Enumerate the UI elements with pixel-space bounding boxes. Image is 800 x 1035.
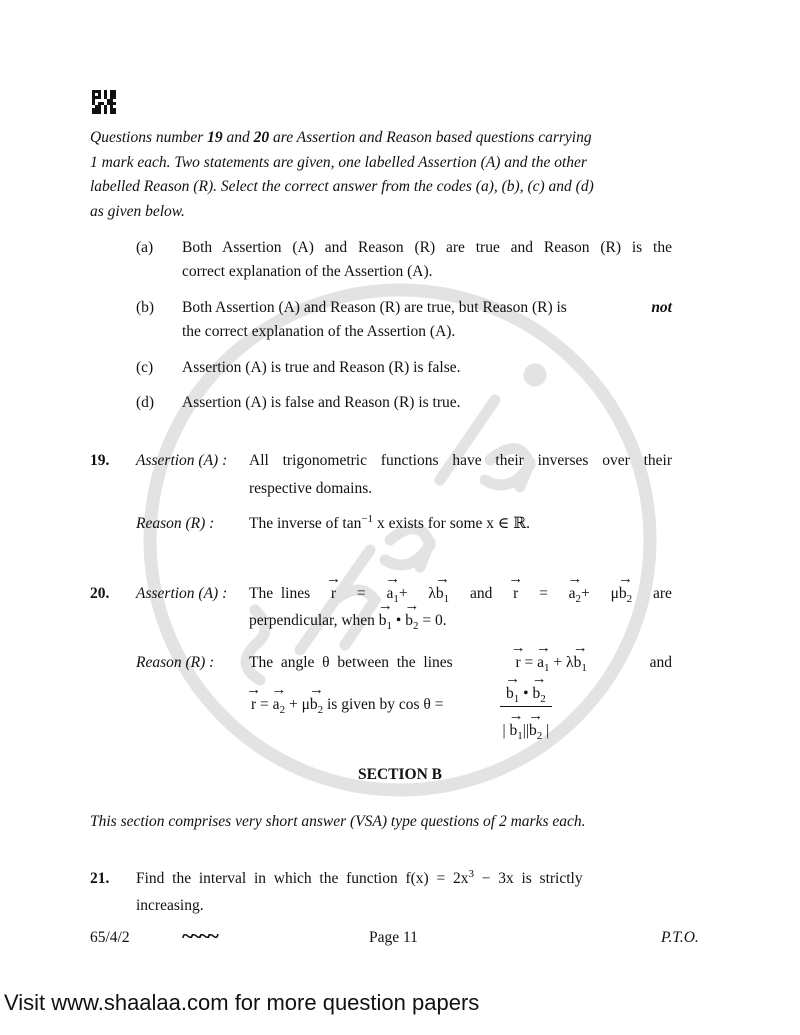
vector-r: → r [515, 653, 520, 673]
vector-r: → r [513, 584, 518, 604]
math-symbol: + [398, 585, 408, 602]
pto-label: P.T.O. [661, 929, 699, 946]
option-a-label: (a) [136, 239, 154, 256]
math-symbol: | [546, 722, 550, 739]
q20-reason-line-1 [249, 653, 672, 673]
math-symbol: = [524, 654, 534, 671]
text: The lines [249, 585, 311, 602]
vector-b-1: → $b_1$ [506, 684, 519, 704]
intro-text: and [222, 129, 254, 146]
math-symbol: | [522, 722, 526, 739]
question-21-number: 21. [90, 870, 110, 887]
math-symbol: | [502, 722, 506, 739]
text: are [652, 585, 672, 602]
q21-text [136, 869, 583, 889]
subscript: 1 [581, 662, 587, 674]
text: perpendicular, when [249, 612, 375, 629]
math-symbol: λ [428, 585, 436, 602]
section-b-title: SECTION B [358, 766, 442, 783]
math-symbol: + [288, 696, 298, 713]
q21-text-2: increasing. [136, 897, 204, 914]
intro-q20: 20 [253, 129, 270, 146]
q20-assertion-line-1 [249, 584, 672, 604]
vector-b-2: → $b_2$ [529, 721, 542, 741]
shaalaa-banner: Visit www.shaalaa.com for more question papers [4, 990, 480, 1015]
vector-b-2: → $b_2$ [619, 584, 632, 604]
math-symbol: = [356, 585, 366, 602]
option-b-line: Both Assertion (A) and Reason (R) are true, but Reason (R) is [182, 299, 567, 316]
math-symbol: = [539, 585, 548, 602]
vector-b-2: → $b_2$ [405, 611, 418, 631]
q19-assertion-label: Assertion (A) : [136, 452, 228, 469]
q19-reason-text [249, 514, 530, 534]
vector-a-2: → $a_2$ [273, 695, 285, 715]
math-symbol: + [581, 585, 590, 602]
reason-text: x exists for some x ∈ ℝ. [373, 515, 531, 532]
vector-a-1: → $a_1$ [537, 653, 549, 673]
q20-assertion-label: Assertion (A) : [136, 585, 228, 602]
subscript: 1 [443, 593, 450, 605]
vector-b-1: → $b_1$ [379, 611, 392, 631]
intro-line-4: as given below. [90, 203, 185, 220]
math-symbol: = [260, 696, 269, 713]
q19-assertion-text: All trigonometric functions have their inverses over their [249, 452, 672, 469]
paper-code: 65/4/2 [90, 929, 130, 946]
intro-q19: 19 [207, 129, 223, 146]
q20-assertion-line-2 [249, 611, 447, 631]
subscript: 2 [536, 730, 543, 742]
text: The angle θ between the lines [249, 654, 453, 671]
text: is given by cos θ = [327, 696, 444, 713]
option-a-text: Both Assertion (A) and Reason (R) are true and Reason (R) is the [182, 239, 672, 256]
q20-reason-line-2 [251, 695, 443, 715]
subscript: 1 [513, 693, 520, 705]
math-symbol: μ [301, 696, 310, 713]
math-symbol: λ [566, 654, 574, 671]
vector-b-2: → $b_2$ [532, 684, 545, 704]
text: and [649, 654, 672, 671]
superscript: −1 [361, 512, 374, 525]
option-c-label: (c) [136, 359, 154, 376]
intro-line-3: labelled Reason (R). Select the correct answer from the codes (a), (b), (c) and (d) [90, 178, 594, 195]
text: − 3x is strictly [473, 870, 583, 887]
fraction-denominator [503, 707, 550, 741]
math-symbol: • [395, 612, 402, 629]
text: = 0. [422, 612, 447, 629]
vector-b-1: → $b_1$ [436, 584, 449, 604]
intro-text: are Assertion and Reason based questions carrying [269, 129, 592, 146]
vector-r: → r [331, 584, 336, 604]
intro-line-1 [90, 128, 592, 148]
wave-ornament: ~~~~ [182, 923, 216, 948]
text: Find the interval in which the function f(x) = 2x [136, 870, 469, 887]
q20-reason-label: Reason (R) : [136, 654, 215, 671]
qr-module [113, 111, 116, 114]
vector-a-2: → $a_2$ [569, 584, 581, 604]
reason-text: The inverse of tan [249, 515, 362, 532]
vector-b-2: → $b_2$ [310, 695, 323, 715]
q19-assertion-text-2: respective domains. [249, 480, 373, 497]
qr-code-icon [92, 90, 116, 114]
vector-a-1: → $a_1$ [386, 584, 398, 604]
subscript: 1 [517, 730, 523, 742]
subscript: 1 [544, 662, 550, 674]
question-20-number: 20. [90, 585, 110, 602]
option-d-label: (d) [136, 394, 155, 411]
math-symbol: | [525, 722, 529, 739]
option-b-label: (b) [136, 299, 155, 316]
vector-b-1: → $b_1$ [574, 653, 587, 673]
subscript: 2 [279, 704, 286, 716]
math-symbol: + [553, 654, 563, 671]
math-symbol: μ [610, 585, 619, 602]
vector-r: → r [251, 695, 256, 715]
cos-fraction [500, 684, 552, 741]
option-b-text-2: the correct explanation of the Assertion (A). [182, 323, 456, 340]
subscript: 2 [317, 704, 324, 716]
text: and [469, 585, 493, 602]
subscript: 2 [626, 593, 633, 605]
intro-text: Questions number [90, 129, 208, 146]
fraction-numerator [500, 684, 552, 707]
subscript: 2 [412, 620, 419, 632]
subscript: 2 [575, 593, 582, 605]
subscript: 2 [540, 693, 546, 705]
question-19-number: 19. [90, 452, 110, 469]
math-symbol: • [523, 685, 529, 702]
superscript: 3 [468, 867, 474, 880]
subscript: 1 [386, 620, 393, 632]
option-b-emphasis: not [651, 299, 672, 316]
option-c-text: Assertion (A) is true and Reason (R) is false. [182, 359, 461, 376]
option-d-text: Assertion (A) is false and Reason (R) is true. [182, 394, 461, 411]
option-a-text-2: correct explanation of the Assertion (A). [182, 263, 433, 280]
option-b-text [182, 298, 672, 318]
intro-line-2: 1 mark each. Two statements are given, one labelled Assertion (A) and the other [90, 154, 587, 171]
subscript: 1 [393, 593, 399, 605]
vector-b-1: → $b_1$ [509, 721, 522, 741]
section-b-description: This section comprises very short answer (VSA) type questions of 2 marks each. [90, 813, 586, 830]
q19-reason-label: Reason (R) : [136, 515, 215, 532]
page-number: Page 11 [369, 929, 418, 946]
